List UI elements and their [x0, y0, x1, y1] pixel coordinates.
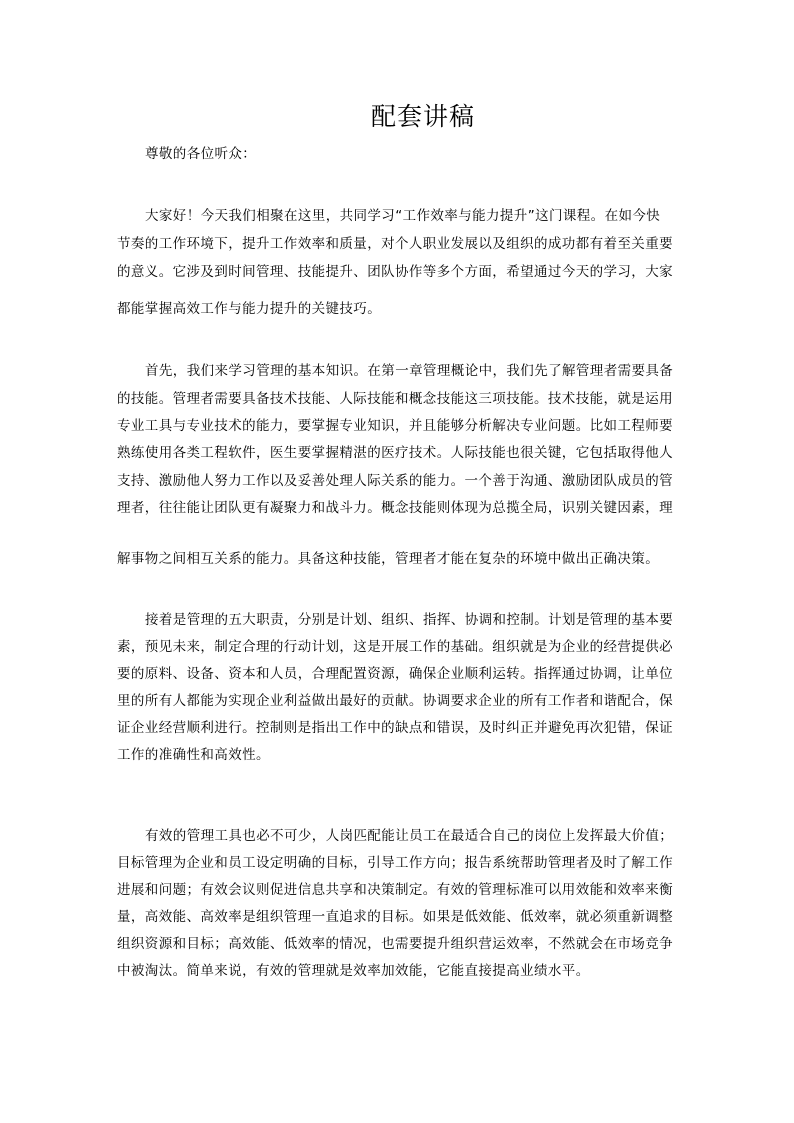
paragraph-line: 素，预见未来，制定合理的行动计划，这是开展工作的基础。组织就是为企业的经营提供必: [117, 639, 673, 655]
paragraph-line: 都能掌握高效工作与能力提升的关键技巧。: [117, 301, 382, 317]
paragraph-line: 中被淘汰。简单来说，有效的管理就是效率加效能，它能直接提高业绩水平。: [117, 963, 590, 979]
paragraph-line: 支持、激励他人努力工作以及妥善处理人际关系的能力。一个善于沟通、激励团队成员的管: [117, 473, 673, 489]
paragraph-line: 目标管理为企业和员工设定明确的目标，引导工作方向；报告系统帮助管理者及时了解工作: [117, 855, 673, 871]
paragraph-line: 要的原料、设备、资本和人员，合理配置资源，确保企业顺利运转。指挥通过协调，让单位: [117, 666, 673, 682]
paragraph-line: 解事物之间相互关系的能力。具备这种技能，管理者才能在复杂的环境中做出正确决策。: [117, 551, 660, 567]
paragraph-line: 有效的管理工具也必不可少，人岗匹配能让员工在最适合自己的岗位上发挥最大价值；: [145, 828, 674, 844]
paragraph-line: 首先，我们来学习管理的基本知识。在第一章管理概论中，我们先了解管理者需要具备: [145, 363, 674, 379]
paragraph-line: 量，高效能、高效率是组织管理一直追求的目标。如果是低效能、低效率，就必须重新调整: [117, 909, 673, 925]
paragraph-line: 工作的准确性和高效性。: [117, 747, 270, 763]
paragraph-line: 节奏的工作环境下，提升工作效率和质量，对个人职业发展以及组织的成功都有着至关重要: [117, 236, 673, 252]
paragraph-line: 的意义。它涉及到时间管理、技能提升、团队协作等多个方面，希望通过今天的学习，大家: [117, 264, 673, 280]
paragraph-line: 熟练使用各类工程软件，医生要掌握精湛的医疗技术。人际技能也很关键，它包括取得他人: [117, 445, 673, 461]
paragraph-line: 专业工具与专业技术的能力，要掌握专业知识，并且能够分析解决专业问题。比如工程师要: [117, 418, 673, 434]
paragraph-line: 大家好！今天我们相聚在这里，共同学习“工作效率与能力提升”这门课程。在如今快: [145, 208, 661, 224]
paragraph-line: 组织资源和目标；高效能、低效率的情况，也需要提升组织营运效率，不然就会在市场竞争: [117, 936, 673, 952]
paragraph-line: 接着是管理的五大职责，分别是计划、组织、指挥、协调和控制。计划是管理的基本要: [145, 612, 674, 628]
document-title: 配套讲稿: [370, 102, 475, 131]
greeting: 尊敬的各位听众：: [145, 146, 257, 162]
paragraph-line: 证企业经营顺利进行。控制则是指出工作中的缺点和错误，及时纠正并避免再次犯错，保证: [117, 720, 673, 736]
paragraph-line: 进展和问题；有效会议则促进信息共享和决策制定。有效的管理标准可以用效能和效率来衡: [117, 882, 673, 898]
paragraph-line: 理者，往往能让团队更有凝聚力和战斗力。概念技能则体现为总揽全局，识别关键因素，理: [117, 500, 673, 516]
paragraph-line: 里的所有人都能为实现企业利益做出最好的贡献。协调要求企业的所有工作者和谐配合，保: [117, 693, 673, 709]
paragraph-line: 的技能。管理者需要具备技术技能、人际技能和概念技能这三项技能。技术技能，就是运用: [117, 391, 673, 407]
